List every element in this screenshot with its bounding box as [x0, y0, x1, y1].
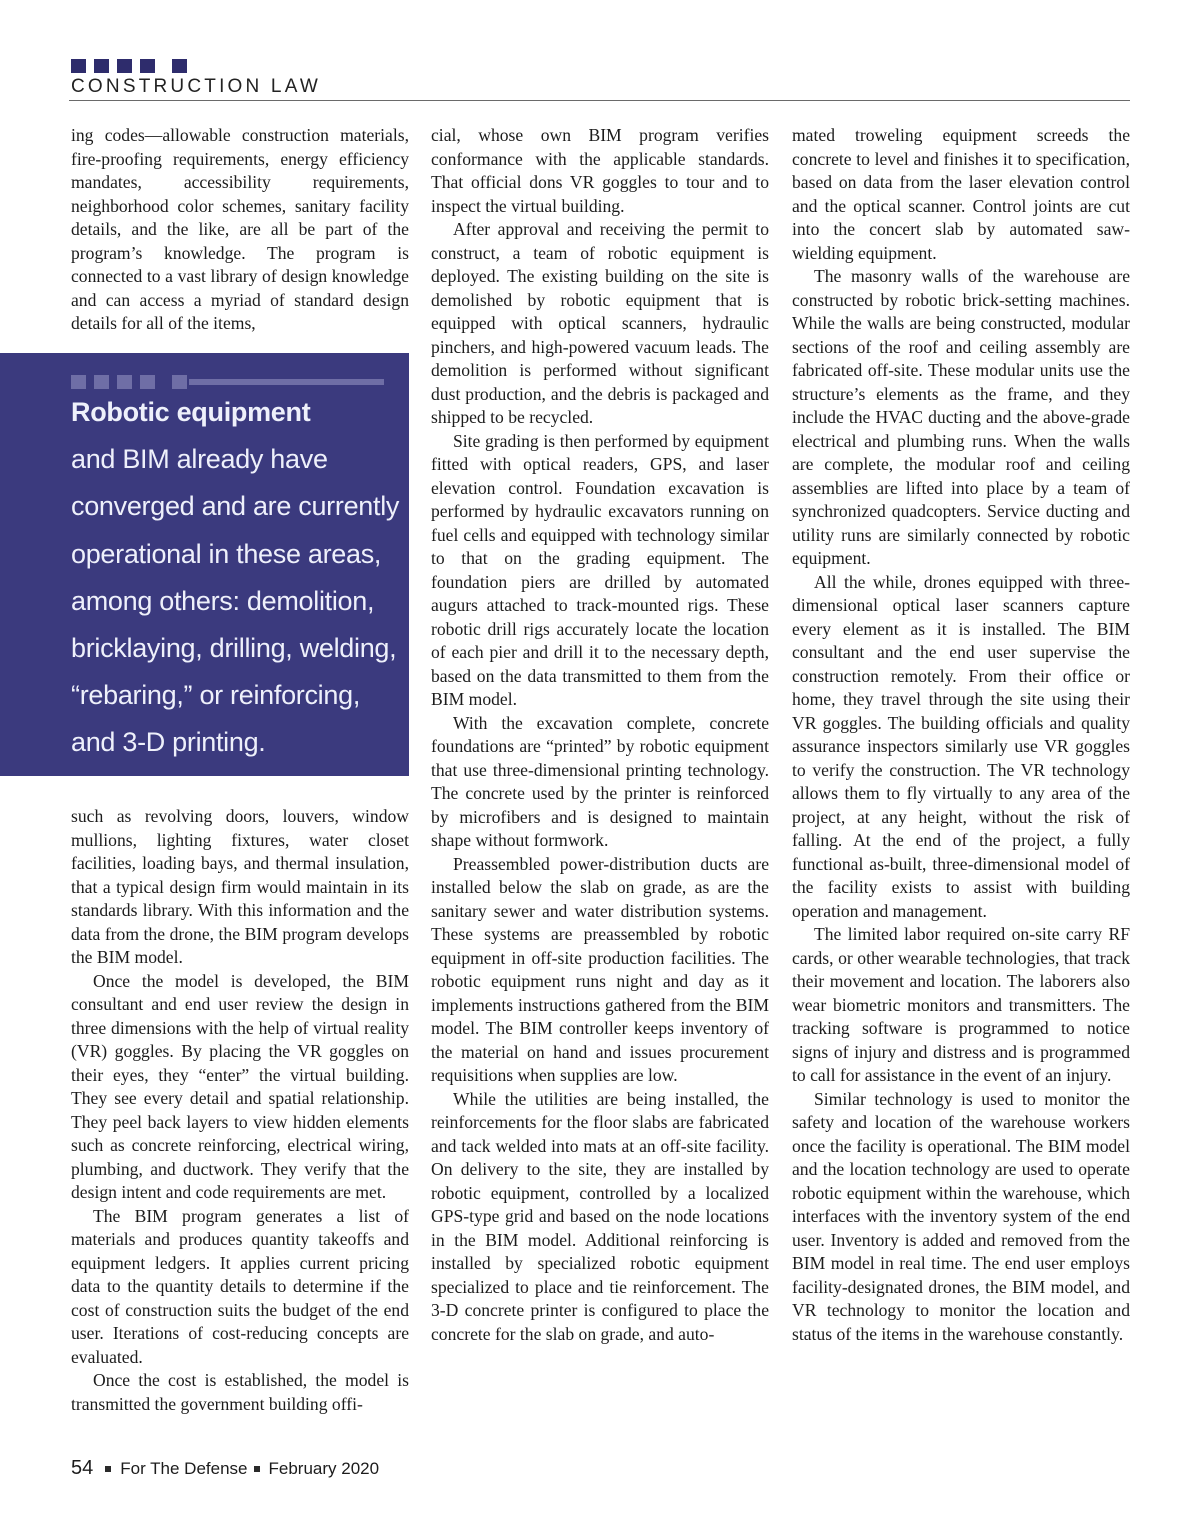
column-3 [792, 124, 1130, 1346]
body-paragraph: ing codes—allowable construction materials, fire-proofing requirements, energy efficiency mandates, accessibility requirements, neighborhood color schemes, sanitary facility details, and the like, are all be part of the program’s knowledge. The program is connected to a vast library of design knowledge and can access a myriad of standard design details for all of the items, [71, 125, 409, 333]
separator-bullet [105, 1466, 111, 1472]
pull-quote-bar [189, 379, 384, 385]
page-footer [71, 1456, 379, 1480]
publication-name: For The Defense [120, 1459, 248, 1478]
body-paragraph: such as revolving doors, louvers, window mullions, lighting fixtures, water closet facilities, loading bays, and thermal insulation, that a typical design firm would maintain in its standards library. With this information and the data from the drone, the BIM program develops the BIM model. [71, 806, 409, 967]
header-square [172, 59, 187, 73]
pull-quote-square [140, 375, 155, 389]
column-1-bottom [71, 805, 409, 1416]
body-paragraph: Once the model is developed, the BIM consultant and end user review the design in three dimensions with the help of virtual reality (VR) goggles. By placing the VR goggles on their eyes, they “enter” the virtual building. They see every detail and spatial relationship. They peel back layers to view hidden elements such as concrete reinforcing, electrical wiring, plumbing, and ductwork. They verify that the design intent and code requirements are met. [71, 970, 409, 1202]
pull-quote-square [71, 375, 86, 389]
issue-date: February 2020 [268, 1459, 380, 1478]
page-number: 54 [71, 1457, 94, 1479]
header-divider [69, 100, 1130, 101]
pull-quote-text [71, 389, 401, 767]
pull-quote-square [94, 375, 109, 389]
body-paragraph: Once the cost is established, the model is transmitted the government building offi- [71, 1370, 409, 1414]
body-paragraph: Site grading is then performed by equipment fitted with optical readers, GPS, and laser elevation control. Foundation excavation is performed by hydraulic excavators running on fuel cells and equipped with technology similar to that on the grading equipment. The foundation piers are drilled by automated augurs attached to track-mounted rigs. These robotic drill rigs accurately locate the location of each pier and drill it to the necessary depth, based on the data transmitted to them from the BIM model. [431, 430, 769, 709]
pull-quote-square [172, 375, 187, 389]
separator-bullet [254, 1466, 260, 1472]
header-square [71, 59, 86, 73]
pull-quote-lead: Robotic equipment [71, 397, 311, 427]
header-square [94, 59, 109, 73]
header-square [140, 59, 155, 73]
pull-quote-square [117, 375, 132, 389]
pull-quote-body: and BIM already have converged and are currently operational in these areas, among others: demolition, bricklaying, drilling, welding, “rebaring,” or reinforcing, and 3-D printing. [71, 444, 400, 758]
column-1-top [71, 124, 409, 336]
body-paragraph: The masonry walls of the warehouse are constructed by robotic brick-setting machines. While the walls are being constructed, modular sections of the roof and ceiling assembly are fabricated off-site. These modular units use the structure’s elements as the frame, and they include the HVAC ducting and the above-grade electrical and plumbing runs. When the walls are complete, the modular roof and ceiling assemblies are lifted into place by a team of synchronized quadcopters. Service ducting and utility runs are similarly connected by robotic equipment. [792, 266, 1130, 568]
body-paragraph: After approval and receiving the permit to construct, a team of robotic equipment is deployed. The existing building on the site is demolished by robotic equipment that is equipped with optical scanners, hydraulic pinchers, and high-powered vacuum leads. The demolition is performed without significant dust production, and the debris is packaged and shipped to be recycled. [431, 219, 769, 427]
body-paragraph: The limited labor required on-site carry RF cards, or other wearable technologies, that track their movement and location. The laborers also wear biometric monitors and transmitters. The tracking software is programmed to notice signs of injury and distress and is programmed to call for assistance in the event of an injury. [792, 924, 1130, 1085]
body-paragraph: cial, whose own BIM program verifies conformance with the applicable standards. That official dons VR goggles to tour and to inspect the virtual building. [431, 125, 769, 216]
body-paragraph: mated troweling equipment screeds the concrete to level and finishes it to specification, based on data from the laser elevation control and the optical scanner. Control joints are cut into the concert slab by automated saw-wielding equipment. [792, 125, 1130, 263]
body-paragraph: All the while, drones equipped with three-dimensional optical laser scanners capture every element as it is installed. The BIM consultant and the end user supervise the construction remotely. From their office or home, they travel through the site using their VR goggles. The building officials and quality assurance inspectors similarly use VR goggles to verify the construction. The VR technology allows them to fly virtually to any area of the project, at any height, without the risk of falling. At the end of the project, a fully functional as-built, three-dimensional model of the facility exists to assist with building operation and management. [792, 571, 1130, 921]
header-square [117, 59, 132, 73]
body-paragraph: The BIM program generates a list of materials and produces quantity takeoffs and equipment ledgers. It applies current pricing data to the quantity details to determine if the cost of construction suits the budget of the end user. Iterations of cost-reducing concepts are evaluated. [71, 1205, 409, 1367]
body-paragraph: While the utilities are being installed, the reinforcements for the floor slabs are fabricated and tack welded into mats at an off-site facility. On delivery to the site, they are installed by robotic equipment, controlled by a localized GPS-type grid and based on the node locations in the BIM model. Additional reinforcing is installed by specialized robotic equipment specialized to place and tie reinforcement. The 3-D concrete printer is configured to place the concrete for the slab on grade, and auto- [431, 1088, 769, 1344]
section-label: CONSTRUCTION LAW [71, 76, 321, 97]
body-paragraph: Preassembled power-distribution ducts are installed below the slab on grade, as are the sanitary sewer and water distribution systems. These systems are preassembled by robotic equipment in off-site production facilities. The robotic equipment runs night and day as it implements instructions gathered from the BIM model. The BIM controller keeps inventory of the material on hand and issues procurement requisitions when supplies are low. [431, 853, 769, 1085]
pull-quote [0, 353, 409, 776]
body-paragraph: Similar technology is used to monitor the safety and location of the warehouse workers once the facility is operational. The BIM model and the location technology are used to operate robotic equipment within the warehouse, which interfaces with the inventory system of the end user. Inventory is added and removed from the BIM model in real time. The end user employs facility-designated drones, the BIM model, and VR technology to monitor the location and status of the items in the warehouse constantly. [792, 1088, 1130, 1344]
column-2 [431, 124, 769, 1346]
body-paragraph: With the excavation complete, concrete foundations are “printed” by robotic equipment that use three-dimensional printing technology. The concrete used by the printer is reinforced by microfibers and is designed to maintain shape without formwork. [431, 712, 769, 850]
